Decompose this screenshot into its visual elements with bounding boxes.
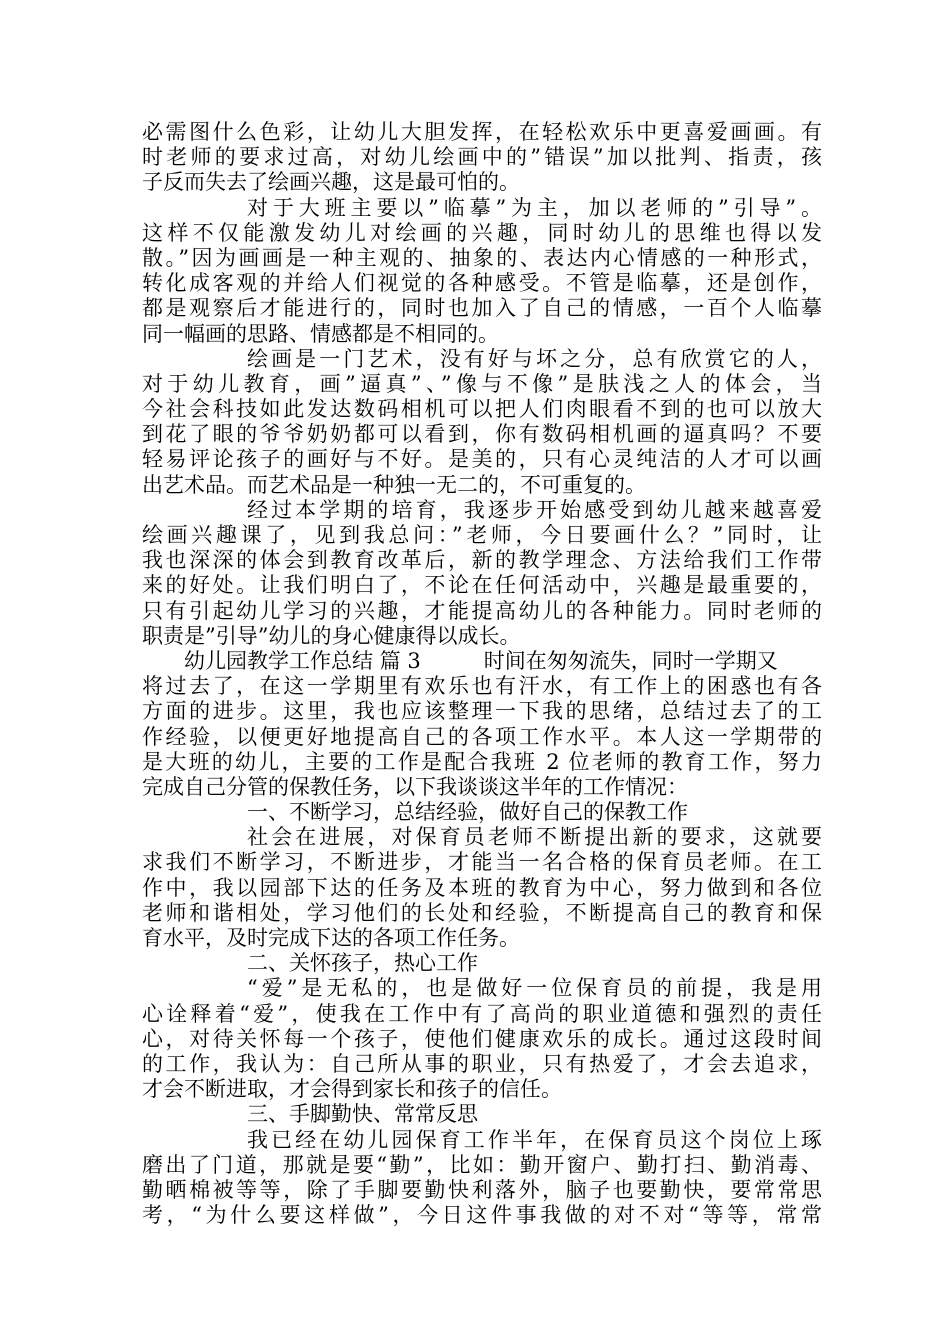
- document-body: [142, 120, 822, 1228]
- text-line: 心诠释着“爱”，使我在工作中有了高尚的职业道德和强烈的责任: [142, 1001, 822, 1026]
- text-line: 到花了眼的爷爷奶奶都可以看到，你有数码相机画的逼真吗？不要: [142, 422, 822, 447]
- text-line: 绘画兴趣课了，见到我总问：”老师，今日要画什么？”同时，让: [142, 523, 822, 547]
- section-title: 幼儿园教学工作总结 篇 3: [184, 648, 421, 673]
- text-line: 来的好处。让我们明白了，不论在任何活动中，兴趣是最重要的，: [142, 573, 822, 598]
- text-line: 职责是”引导”幼儿的身心健康得以成长。: [142, 623, 521, 648]
- text-line: 磨出了门道，那就是要“勤”，比如：勤开窗户、勤打扫、勤消毒、: [142, 1152, 822, 1177]
- text-line: 老师和谐相处，学习他们的长处和经验，不断提高自己的教育和保: [142, 900, 822, 925]
- section-title-line: [142, 649, 822, 674]
- text-line: 是大班的幼儿，主要的工作是配合我班 2 位老师的教育工作，努力: [142, 749, 822, 774]
- paragraph-first-line: 经过本学期的培育，我逐步开始感受到幼儿越来越喜爱: [247, 497, 822, 522]
- paragraph-first-line: “爱”是无私的，也是做好一位保育员的前提，我是用: [247, 976, 822, 1001]
- text-line: 完成自己分管的保教任务，以下我谈谈这半年的工作情况：: [142, 774, 688, 799]
- text-line: 方面的进步。这里，我也应该整理一下我的思绪，总结过去了的工: [142, 699, 822, 724]
- paragraph-first-line: 绘画是一门艺术，没有好与坏之分，总有欣赏它的人，: [247, 346, 822, 371]
- text-line: 育水平，及时完成下达的各项工作任务。: [142, 926, 520, 950]
- text-line: 子反而失去了绘画兴趣，这是最可怕的。: [142, 170, 520, 195]
- text-line: 作经验，以便更好地提高自己的各项工作水平。本人这一学期带的: [142, 724, 822, 749]
- text-line: 的工作，我认为：自己所从事的职业，只有热爱了，才会去追求，: [142, 1051, 822, 1076]
- text-line: 这样不仅能激发幼儿对绘画的兴趣，同时幼儿的思维也得以发: [142, 220, 822, 245]
- text-line: 考，“为什么要这样做”，今日这件事我做的对不对“等等，常常: [142, 1203, 822, 1228]
- paragraph-first-line: 社会在进展，对保育员老师不断提出新的要求，这就要: [247, 825, 822, 850]
- subheading: 一、不断学习，总结经验，做好自己的保教工作: [247, 800, 688, 825]
- text-line: 轻易评论孩子的画好与不好。是美的，只有心灵纯洁的人才可以画: [142, 447, 822, 472]
- text-line: 都是观察后才能进行的，同时也加入了自己的情感，一百个人临摹: [142, 296, 822, 321]
- section-intro: 时间在匆匆流失，同时一学期又: [483, 648, 778, 673]
- text-line: 才会不断进取，才会得到家长和孩子的信任。: [142, 1077, 562, 1102]
- paragraph-first-line: 我已经在幼儿园保育工作半年，在保育员这个岗位上琢: [247, 1127, 822, 1152]
- subheading: 三、手脚勤快、常常反思: [247, 1102, 478, 1127]
- text-line: 时老师的要求过高，对幼儿绘画中的”错误”加以批判、指责，孩: [142, 145, 822, 170]
- subheading: 二、关怀孩子，热心工作: [247, 951, 478, 976]
- text-line: 作中，我以园部下达的任务及本班的教育为中心，努力做到和各位: [142, 875, 822, 900]
- text-line: 我也深深的体会到教育改革后，新的教学理念、方法给我们工作带: [142, 548, 822, 573]
- text-line: 心，对待关怀每一个孩子，使他们健康欢乐的成长。通过这段时间: [142, 1026, 822, 1051]
- text-line: 只有引起幼儿学习的兴趣，才能提高幼儿的各种能力。同时老师的: [142, 598, 822, 623]
- text-line: 出艺术品。而艺术品是一种独一无二的，不可重复的。: [142, 472, 646, 497]
- text-line: 散。”因为画画是一种主观的、抽象的、表达内心情感的一种形式，: [142, 245, 822, 270]
- text-line: 对于幼儿教育，画”逼真”、”像与不像”是肤浅之人的体会，当: [142, 371, 822, 396]
- text-line: 必需图什么色彩，让幼儿大胆发挥，在轻松欢乐中更喜爱画画。有: [142, 120, 822, 144]
- text-line: 转化成客观的并给人们视觉的各种感受。不管是临摹，还是创作，: [142, 271, 822, 296]
- text-line: 勤晒棉被等等，除了手脚要勤快利落外，脑子也要勤快，要常常思: [142, 1177, 822, 1202]
- text-line: 将过去了，在这一学期里有欢乐也有汗水，有工作上的困惑也有各: [142, 674, 822, 699]
- text-line: 今社会科技如此发达数码相机可以把人们肉眼看不到的也可以放大: [142, 397, 822, 422]
- paragraph-first-line: 对于大班主要以”临摹”为主，加以老师的”引导”。: [247, 195, 822, 220]
- text-line: 求我们不断学习，不断进步，才能当一名合格的保育员老师。在工: [142, 850, 822, 875]
- text-line: 同一幅画的思路、情感都是不相同的。: [142, 321, 499, 346]
